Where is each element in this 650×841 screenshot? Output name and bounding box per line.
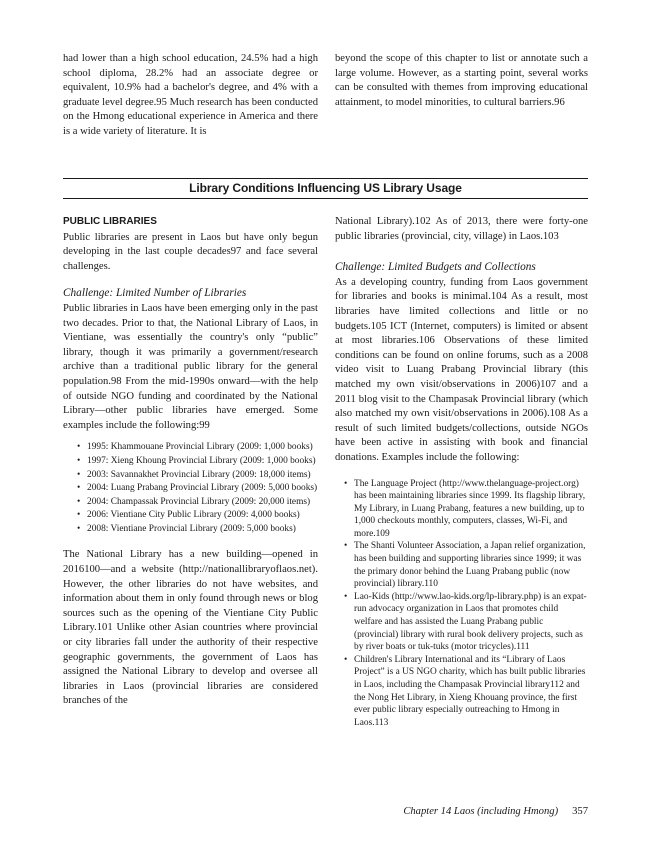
continuation-paragraph: National Library).102 As of 2013, there were forty-one public libraries (provincial, city, village) in Laos.103 [335,216,588,242]
after-list-paragraph: The National Library has a new building—opened in 2016100—and a website (http://nationallibraryoflaos.net). However, the other libraries do not have websites, and information about them in only found through news or blog sources such as the opening of the Vientiane City Public Library.101 Unlike other Asian countries where provincial or city libraries fall under the authority of their respective geographic governments, the government of Laos has assigned the National Library to develop and oversee all libraries in Laos (provincial libraries are considered branches of the [63,549,318,707]
list-item: • Children's Library International and its “Library of Laos Project” is a US NGO charity, which has built public libraries in Laos, including the Champasak Provincial library112 and the Nong Het Library, in Xieng Khouang province, the first ever public library especially outreaching to Hmong in Laos.113 [335,654,588,730]
list-item: • The Language Project (http://www.thelanguage-project.org) has been maintaining libraries since 1999. Its flagship library, My Library, in Luang Prabang, features a new building, up to 1,000 checkouts monthly, computers, classes, Wi-Fi, and more.109 [335,478,588,541]
list-item: • 2004: Luang Prabang Provincial Library (2009: 5,000 books) [63,482,318,495]
list-item: • 2006: Vientiane City Public Library (2009: 4,000 books) [63,509,318,522]
list-item: • 2004: Champassak Provincial Library (2009: 20,000 items) [63,496,318,509]
top-left-paragraph: had lower than a high school education, 24.5% had a high school diploma, 28.2% had an associate degree or equivalent, 10.9% had a bachelor's degree, and 4% with a graduate level degree.95 Much research has been conducted on the Hmong educational experience in America and there is a wide variety of literature. It is [63,53,318,137]
top-right-column [335,52,588,110]
challenge-2-heading: Challenge: Limited Budgets and Collections [335,261,536,274]
section-heading: Library Conditions Influencing US Library Usage [63,178,588,199]
challenge-1-paragraph: Public libraries in Laos have been emerging only in the past two decades. Prior to that, the National Library of Laos, in Vientiane, was essentially the country's only “public” library, though it was primarily a government/research archive than a traditional public library for the general population.98 From the mid-1990s onward—with the help of outside NGO funding and coordinated by the National Library—other public libraries have emerged. Some examples include the following:99 [63,302,318,431]
main-right-column [335,215,588,729]
main-left-column [63,215,318,709]
challenge-2-paragraph: As a developing country, funding from Laos government for libraries and books is minimal.104 As a result, most libraries have limited collections and little or no budgets.105 ICT (Internet, computers) is limited or absent at most libraries.106 Observations of these limited conditions can be found on online forums, such as a 2008 video visit to Luang Prabang Provincial library (this matched my own visit/observations in 2006)107 and a 2011 blog visit to the Champasak Provincial library (which also matched my own visit/observations in 2006).108 As a result of such limited budgets/collections, outside NGOs have been active in assisting with book and financial donations. Examples include the following: [335,276,588,463]
public-libraries-subhead: PUBLIC LIBRARIES [63,216,157,227]
top-right-paragraph: beyond the scope of this chapter to list or annotate such a large volume. However, as a starting point, several works can be consulted with themes from improving educational attainment, to model minorities, to cultural barriers.96 [335,53,588,108]
list-item: • Lao-Kids (http://www.lao-kids.org/lp-library.php) is an expat-run advocacy organization in Laos that promotes child welfare and has assisted the Luang Prabang public (provincial) library with rural book delivery projects, such as by river boats or tuk-tuks (motor tricycles).111 [335,591,588,654]
page-number: 357 [572,806,588,817]
list-item: • The Shanti Volunteer Association, a Japan relief organization, has been building and supporting libraries since 1999; it was the primary donor behind the Luang Prabang public (now provincial) library.110 [335,540,588,590]
intro-paragraph: Public libraries are present in Laos but have only begun developing in the last couple decades97 and face several challenges. [63,231,318,272]
list-item: • 1997: Xieng Khoung Provincial Library (2009: 1,000 books) [63,455,318,468]
top-left-column [63,52,318,140]
list-item: • 2003: Savannakhet Provincial Library (2009: 18,000 items) [63,469,318,482]
list-item: • 1995: Khammouane Provincial Library (2009: 1,000 books) [63,441,318,454]
page-footer [335,806,588,817]
challenge-1-heading: Challenge: Limited Number of Libraries [63,287,247,300]
list-item: • 2008: Vientiane Provincial Library (2009: 5,000 books) [63,523,318,536]
library-list [63,441,318,535]
chapter-title: Chapter 14 Laos (including Hmong) [403,806,559,817]
ngo-list [335,478,588,730]
